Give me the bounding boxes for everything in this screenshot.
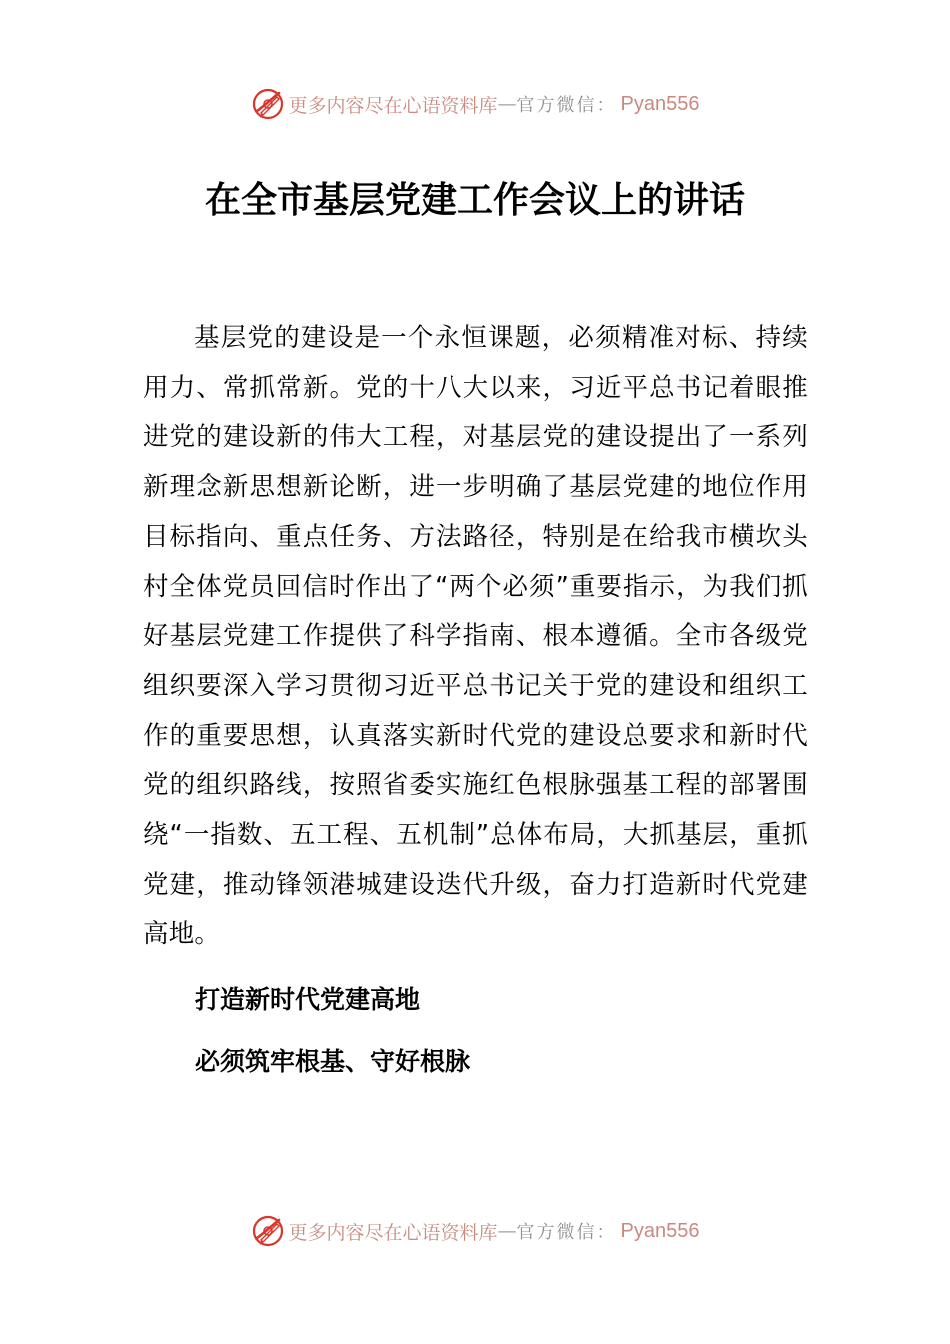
- wechat-handle: Pyan556: [620, 92, 700, 115]
- section-heading-2: 必须筑牢根基、守好根脉: [195, 1047, 471, 1076]
- site-name: 更多内容尽在心语资料库: [288, 94, 498, 117]
- header-banner: [0, 84, 950, 124]
- wechat-handle: Pyan556: [620, 1219, 700, 1242]
- document-title: 在全市基层党建工作会议上的讲话: [204, 180, 745, 221]
- wechat-label: 官方微信：: [516, 95, 617, 116]
- footer-banner: [0, 1211, 950, 1251]
- banner-dash: —: [497, 93, 517, 115]
- pen-logo-icon: [251, 1214, 285, 1248]
- body-paragraph: 基层党的建设是一个永恒课题，必须精准对标、持续用力、常抓常新。党的十八大以来，习近平总书记着眼推进党的建设新的伟大工程，对基层党的建设提出了一系列新理念新思想新论断，进一步明确了基层党建的地位作用目标指向、重点任务、方法路径，特别是在给我市横坎头村全体党员回信时作出了“两个必须”重要指示，为我们抓好基层党建工作提供了科学指南、根本遵循。全市各级党组织要深入学习贯彻习近平总书记关于党的建设和组织工作的重要思想，认真落实新时代党的建设总要求和新时代党的组织路线，按照省委实施红色根脉强基工程的部署围绕“一指数、五工程、五机制”总体布局，大抓基层，重抓党建，推动锋领港城建设迭代升级，奋力打造新时代党建高地。: [143, 323, 808, 950]
- section-heading-1: 打造新时代党建高地: [195, 985, 421, 1014]
- pen-logo-icon: [251, 87, 285, 121]
- wechat-label: 官方微信：: [516, 1222, 617, 1243]
- site-name: 更多内容尽在心语资料库: [288, 1221, 498, 1244]
- banner-dash: —: [497, 1220, 517, 1242]
